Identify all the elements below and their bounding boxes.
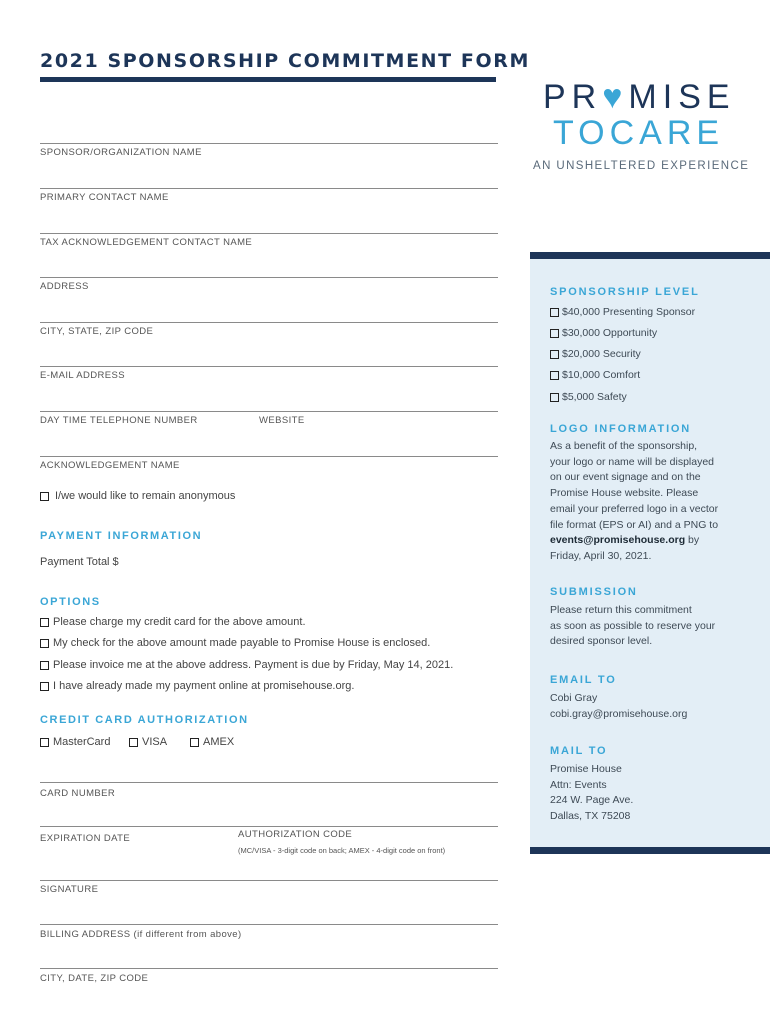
logo-info-heading: LOGO INFORMATION bbox=[550, 423, 692, 435]
option-paid-online-checkbox[interactable] bbox=[40, 680, 354, 692]
level-comfort-checkbox[interactable] bbox=[550, 369, 640, 381]
checkbox-icon bbox=[550, 308, 559, 317]
address-line: Dallas, TX 75208 bbox=[550, 810, 631, 823]
level-security-checkbox[interactable] bbox=[550, 348, 641, 360]
form-title: 2021 SPONSORSHIP COMMITMENT FORM bbox=[40, 50, 530, 72]
text-line: desired sponsor level. bbox=[550, 635, 653, 648]
logo-info-text bbox=[550, 439, 718, 565]
events-email-link[interactable]: events@promisehouse.org bbox=[550, 534, 686, 547]
checkbox-label: Please charge my credit card for the above amount. bbox=[53, 616, 306, 628]
level-label: $40,000 Presenting Sponsor bbox=[562, 306, 696, 318]
text-line: file format (EPS or AI) and a PNG to bbox=[550, 518, 719, 531]
checkbox-label: I/we would like to remain anonymous bbox=[55, 490, 236, 502]
address-line: Promise House bbox=[550, 763, 622, 775]
primary-contact-field[interactable] bbox=[40, 188, 498, 203]
tax-contact-field[interactable] bbox=[40, 233, 498, 248]
field-label: CITY, STATE, ZIP CODE bbox=[40, 326, 154, 337]
amex-checkbox[interactable] bbox=[190, 736, 234, 748]
checkbox-icon bbox=[40, 639, 49, 648]
acknowledgement-field[interactable] bbox=[40, 456, 498, 471]
card-number-field[interactable] bbox=[40, 782, 498, 799]
text-line: Please return this commitment bbox=[550, 604, 692, 616]
logo-line2: TOCARE bbox=[553, 114, 725, 152]
field-label: BILLING ADDRESS (if different from above) bbox=[40, 929, 242, 940]
info-panel bbox=[530, 252, 770, 854]
anonymous-checkbox[interactable] bbox=[40, 490, 235, 502]
level-label: $30,000 Opportunity bbox=[562, 327, 658, 339]
option-credit-card-checkbox[interactable] bbox=[40, 616, 306, 628]
visa-checkbox[interactable] bbox=[129, 736, 167, 748]
level-label: $10,000 Comfort bbox=[562, 369, 641, 381]
checkbox-label: AMEX bbox=[203, 736, 235, 748]
text-line: Promise House website. Please bbox=[550, 487, 699, 500]
sponsor-name-field[interactable] bbox=[40, 143, 498, 158]
payment-heading: PAYMENT INFORMATION bbox=[40, 530, 203, 542]
text-line: Friday, April 30, 2021. bbox=[550, 549, 652, 562]
phone-website-field[interactable] bbox=[40, 411, 498, 426]
checkbox-icon bbox=[129, 738, 138, 747]
checkbox-icon bbox=[40, 661, 49, 670]
email-to-text bbox=[550, 691, 687, 722]
level-label: $20,000 Security bbox=[562, 348, 641, 360]
checkbox-label: VISA bbox=[142, 736, 168, 748]
credit-card-heading: CREDIT CARD AUTHORIZATION bbox=[40, 714, 249, 726]
auth-code-label: AUTHORIZATION CODE bbox=[238, 829, 353, 840]
checkbox-label: MasterCard bbox=[53, 736, 111, 748]
checkbox-icon bbox=[40, 738, 49, 747]
contact-name: Cobi Gray bbox=[550, 692, 598, 704]
auth-code-note: (MC/VISA - 3-digit code on back; AMEX - 4-digit code on front) bbox=[238, 846, 446, 855]
field-label: E-MAIL ADDRESS bbox=[40, 370, 125, 381]
checkbox-icon bbox=[550, 371, 559, 380]
checkbox-label: Please invoice me at the above address. Payment is due by Friday, May 14, 2021. bbox=[53, 659, 454, 671]
text-line: as soon as possible to reserve your bbox=[550, 619, 716, 632]
email-to-heading: EMAIL TO bbox=[550, 674, 617, 686]
field-label: TAX ACKNOWLEDGEMENT CONTACT NAME bbox=[40, 237, 253, 248]
level-safety-checkbox[interactable] bbox=[550, 391, 627, 403]
heart-icon: ♥ bbox=[602, 78, 629, 116]
logo-text: PR bbox=[543, 78, 603, 116]
level-label: $5,000 Safety bbox=[562, 391, 627, 403]
address-line: 224 W. Page Ave. bbox=[550, 794, 634, 807]
checkbox-label: My check for the above amount made payable to Promise House is enclosed. bbox=[53, 637, 431, 649]
title-underline bbox=[40, 77, 496, 82]
option-check-checkbox[interactable] bbox=[40, 637, 430, 649]
contact-email-link[interactable]: cobi.gray@promisehouse.org bbox=[550, 707, 688, 720]
text-fragment: by bbox=[685, 534, 700, 547]
checkbox-icon bbox=[190, 738, 199, 747]
address-field[interactable] bbox=[40, 277, 498, 292]
payment-total-field[interactable]: Payment Total $ bbox=[40, 556, 119, 568]
sponsorship-heading: SPONSORSHIP LEVEL bbox=[550, 286, 700, 298]
signature-field[interactable] bbox=[40, 880, 498, 895]
billing-address-field[interactable] bbox=[40, 924, 498, 940]
email-field[interactable] bbox=[40, 366, 498, 381]
website-label: WEBSITE bbox=[259, 415, 305, 426]
expiration-auth-field[interactable] bbox=[40, 826, 498, 855]
level-opportunity-checkbox[interactable] bbox=[550, 327, 657, 339]
field-label: PRIMARY CONTACT NAME bbox=[40, 192, 169, 203]
field-label: ADDRESS bbox=[40, 281, 89, 292]
mail-to-address bbox=[550, 762, 633, 825]
checkbox-icon bbox=[40, 618, 49, 627]
text-line: on our event signage and on the bbox=[550, 471, 701, 484]
checkbox-icon bbox=[550, 350, 559, 359]
text-line: your logo or name will be displayed bbox=[550, 455, 715, 468]
field-label: CARD NUMBER bbox=[40, 788, 116, 799]
text-line: email your preferred logo in a vector bbox=[550, 502, 719, 515]
logo-text: MISE bbox=[628, 78, 736, 116]
checkbox-label: I have already made my payment online at promisehouse.org. bbox=[53, 680, 355, 692]
logo-tagline: AN UNSHELTERED EXPERIENCE bbox=[533, 160, 750, 172]
checkbox-icon bbox=[550, 329, 559, 338]
mastercard-checkbox[interactable] bbox=[40, 736, 110, 748]
checkbox-icon bbox=[550, 393, 559, 402]
text-line: As a benefit of the sponsorship, bbox=[550, 440, 698, 452]
mail-to-heading: MAIL TO bbox=[550, 745, 608, 757]
checkbox-icon bbox=[40, 682, 49, 691]
address-line: Attn: Events bbox=[550, 778, 607, 791]
field-label: EXPIRATION DATE bbox=[40, 833, 131, 844]
submission-text bbox=[550, 603, 715, 650]
options-heading: OPTIONS bbox=[40, 596, 101, 608]
level-presenting-checkbox[interactable] bbox=[550, 306, 695, 318]
field-label: SPONSOR/ORGANIZATION NAME bbox=[40, 147, 202, 158]
field-label: SIGNATURE bbox=[40, 884, 99, 895]
submission-heading: SUBMISSION bbox=[550, 586, 638, 598]
option-invoice-checkbox[interactable] bbox=[40, 659, 453, 671]
city-date-zip-field[interactable] bbox=[40, 968, 498, 984]
city-state-zip-field[interactable] bbox=[40, 322, 498, 337]
field-label: CITY, DATE, ZIP CODE bbox=[40, 973, 149, 984]
checkbox-icon bbox=[40, 492, 49, 501]
field-label: ACKNOWLEDGEMENT NAME bbox=[40, 460, 180, 471]
text-line bbox=[550, 533, 718, 549]
logo-line1 bbox=[543, 78, 736, 117]
field-label: DAY TIME TELEPHONE NUMBER bbox=[40, 415, 198, 426]
